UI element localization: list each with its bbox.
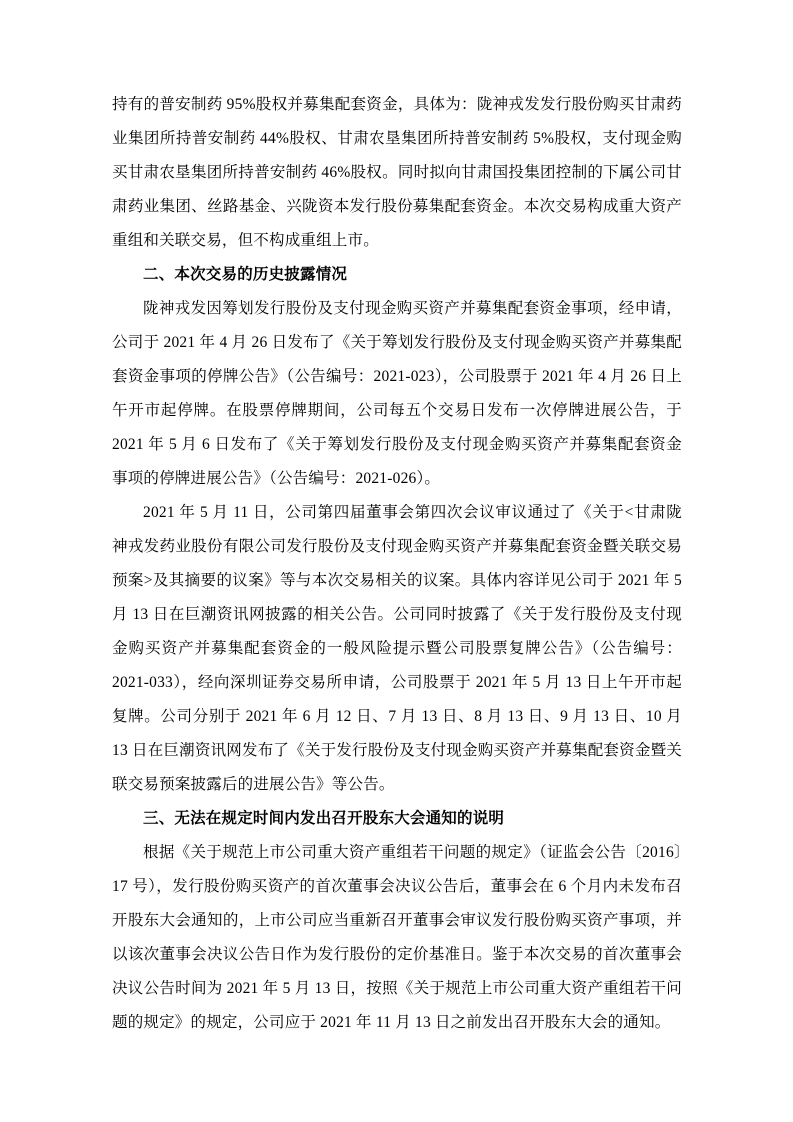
- heading-section-two: 二、本次交易的历史披露情况: [143, 266, 348, 283]
- page-content: [112, 88, 682, 1040]
- paragraph-explanation-1: 根据《关于规范上市公司重大资产重组若干问题的规定》（证监会公告〔2016〕17 号），发行股份购买资产的首次董事会决议公告后，董事会在 6 个月内未发布召开股东大会通知的，上市公司应当重新召开董事会审议发行股份购买资产事项，并以该次董事会决议公告日作为发行股份的定价基准日。鉴于本次交易的首次董事会决议公告时间为 2021 年 5 月 13 日，按照《关于规范上市公司重大资产重组若干问题的规定》的规定，公司应于 2021 年 11 月 13 日之前发出召开股东大会的通知。: [112, 844, 682, 1031]
- paragraph-disclosure-history-1: 陇神戎发因筹划发行股份及支付现金购买资产并募集配套资金事项，经申请，公司于 2021 年 4 月 26 日发布了《关于筹划发行股份及支付现金购买资产并募集配套资金事项的停牌公告》（公告编号：2021-023），公司股票于 2021 年 4 月 26 日上午开市起停牌。在股票停牌期间，公司每五个交易日发布一次停牌进展公告，于 2021 年 5 月 6 日发布了《关于筹划发行股份及支付现金购买资产并募集配套资金事项的停牌进展公告》（公告编号：2021-026）。: [112, 300, 682, 487]
- paragraph-disclosure-history-2: 2021 年 5 月 11 日，公司第四届董事会第四次会议审议通过了《关于<甘肃陇神戎发药业股份有限公司发行股份及支付现金购买资产并募集配套资金暨关联交易预案>及其摘要的议案》等与本次交易相关的议案。具体内容详见公司于 2021 年 5 月 13 日在巨潮资讯网披露的相关公告。公司同时披露了《关于发行股份及支付现金购买资产并募集配套资金的一般风险提示暨公司股票复牌公告》（公告编号：2021-033），经向深圳证券交易所申请，公司股票于 2021 年 5 月 13 日上午开市起复牌。公司分别于 2021 年 6 月 12 日、7 月 13 日、8 月 13 日、9 月 13 日、10 月 13 日在巨潮资讯网发布了《关于发行股份及支付现金购买资产并募集配套资金暨关联交易预案披露后的进展公告》等公告。: [112, 504, 682, 793]
- paragraph-continuation: 持有的普安制药 95%股权并募集配套资金，具体为：陇神戎发发行股份购买甘肃药业集团所持普安制药 44%股权、甘肃农垦集团所持普安制药 5%股权，支付现金购买甘肃农垦集团所持普安制药 46%股权。同时拟向甘肃国投集团控制的下属公司甘肃药业集团、丝路基金、兴陇资本发行股份募集配套资金。本次交易构成重大资产重组和关联交易，但不构成重组上市。: [112, 96, 682, 249]
- heading-section-three: 三、无法在规定时间内发出召开股东大会通知的说明: [143, 810, 505, 827]
